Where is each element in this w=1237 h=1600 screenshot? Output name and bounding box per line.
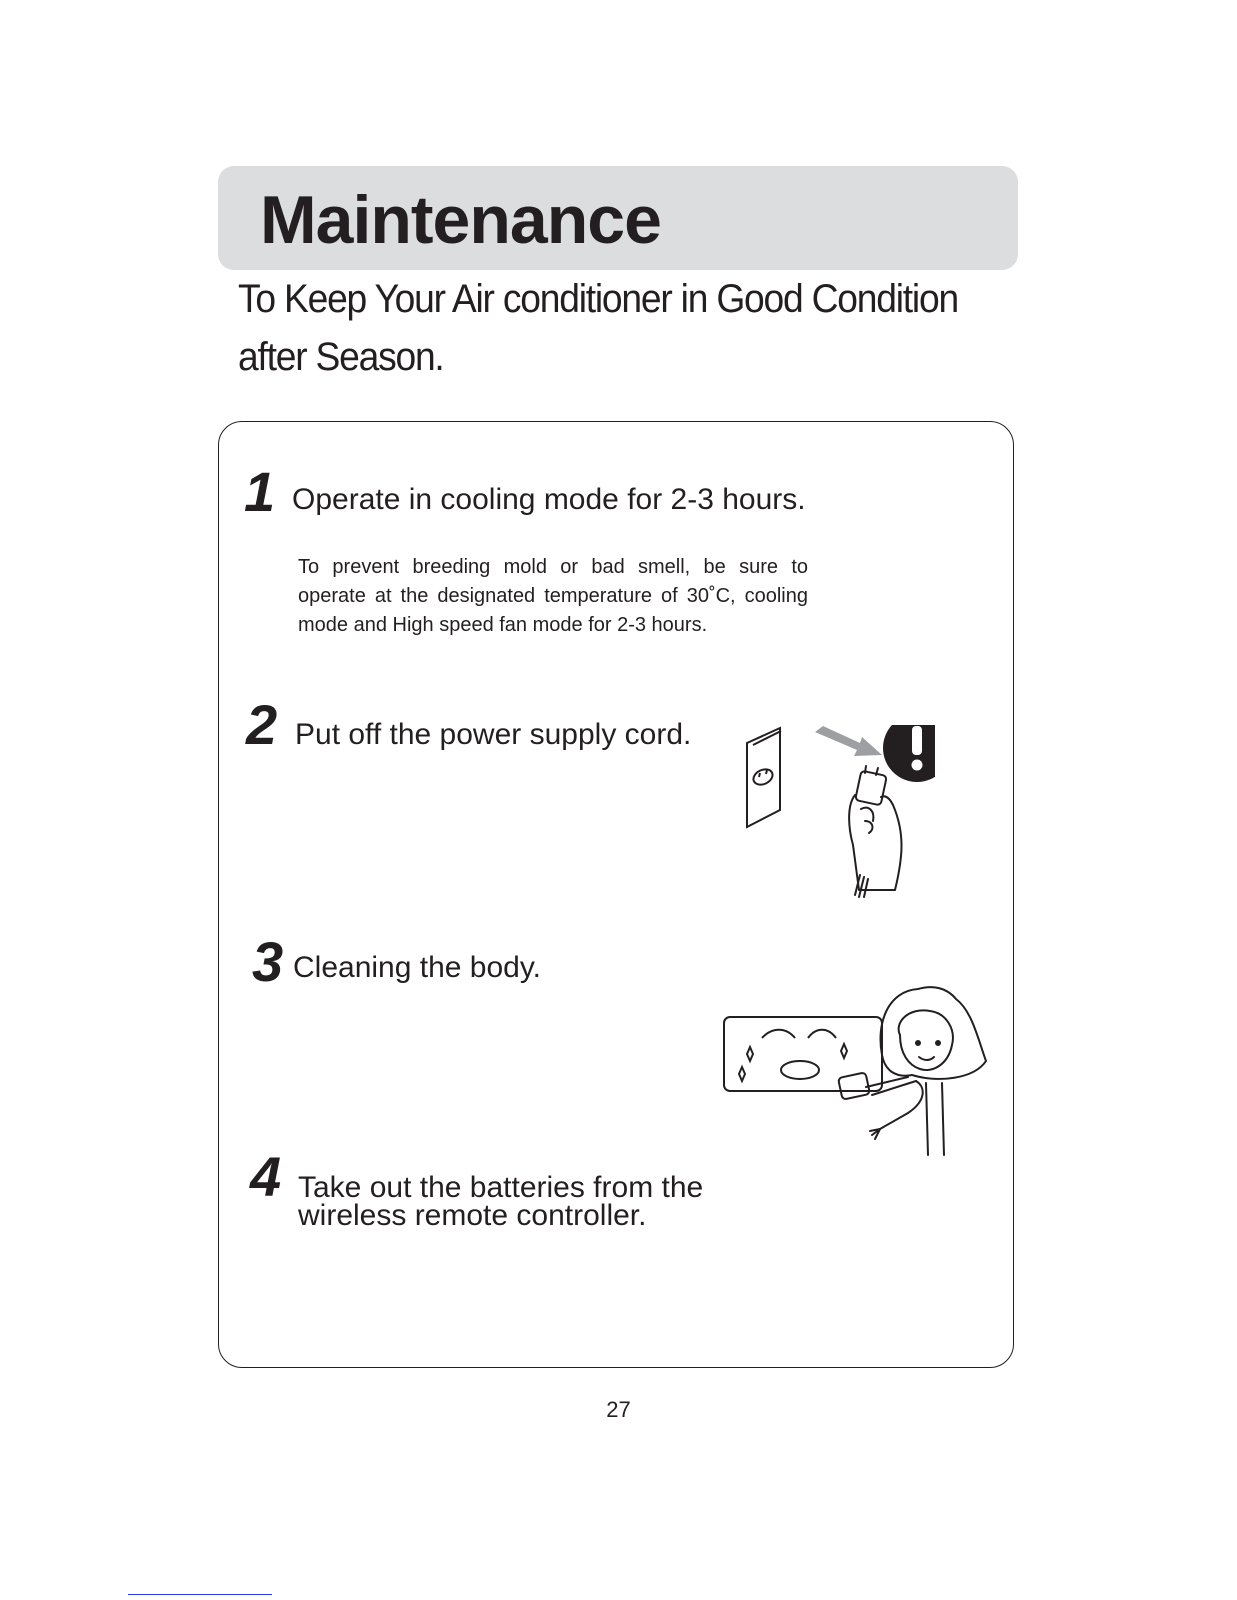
step-1-title: Operate in cooling mode for 2-3 hours. [292,483,806,516]
unplug-hand-icon [849,766,901,897]
cleaning-illustration [720,983,995,1158]
step-2-title: Put off the power supply cord. [295,718,692,751]
step-4-title-line-1: Take out the batteries from the [298,1171,704,1204]
page-number: 27 [606,1397,631,1422]
step-2-number: 2 [246,693,278,756]
unplug-illustration [735,725,935,915]
step-1-number: 1 [244,460,276,523]
wall-outlet-icon [747,728,781,827]
footer-link-underline[interactable] [128,1594,272,1595]
step-3-number: 3 [252,930,284,993]
step-3-title: Cleaning the body. [293,951,541,984]
arrow-icon [815,726,882,756]
step-4-number: 4 [250,1145,282,1208]
indoor-unit-icon [724,1017,882,1091]
step-4-title-line-2: wireless remote controller. [298,1199,647,1232]
person-wiping-icon [838,987,986,1155]
step-1-description: To prevent breeding mold or bad smell, be sure to operate at the designated temperature of 30˚C, cooling mode and High speed fan mode for 2-3 hours. [298,556,808,636]
warning-exclamation-icon [883,725,935,782]
page-subtitle: To Keep Your Air conditioner in Good Condition after Season. [238,277,958,379]
page-title: Maintenance [260,182,661,258]
